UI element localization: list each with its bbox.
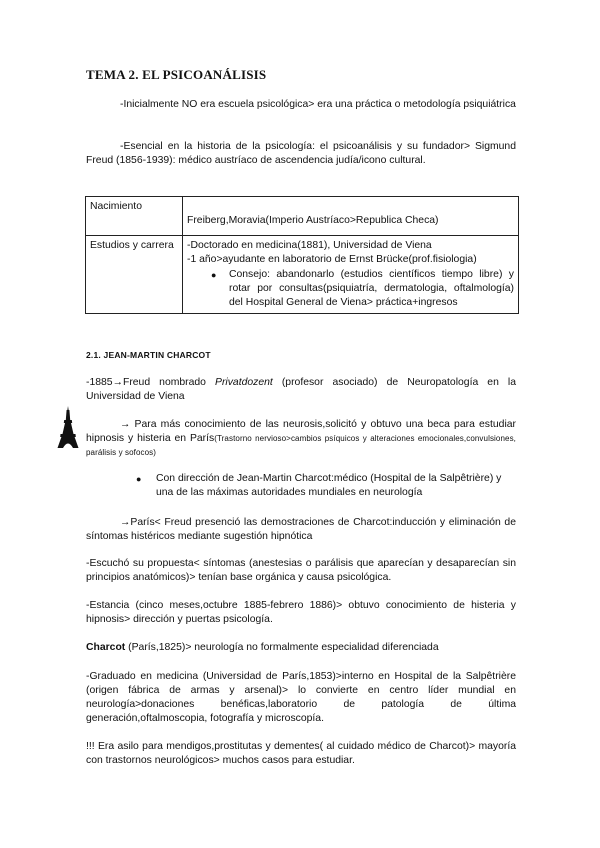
p1-text-post: (profesor asociado) de Neuropatología en la Universidad de Viena [86, 377, 516, 402]
page-title: TEMA 2. EL PSICOANÁLISIS [86, 67, 267, 82]
p1-text-pre: -1885→Freud nombrado [86, 377, 216, 388]
charcot-bullet-text: Con dirección de Jean-Martin Charcot:médico (Hospital de la Salpêtrière) y una de las máximas autoridades mundiales en neurología [156, 473, 502, 498]
paragraph-graduado: -Graduado en medicina (Universidad de París,1853)>interno en Hospital de la Salpêtrière (origen fábrica de armas y arsenal)> lo convierte en centro líder mundial en neurología>donaciones benéficas,laboratorio de patología de última generación,oftalmoscopia, fotografía y microscopía. [86, 671, 516, 724]
table-row [86, 197, 519, 236]
paragraph-charcot [86, 641, 516, 655]
table-value-birth: Freiberg,Moravia(Imperio Austríaco>Republica Checa) [183, 197, 519, 236]
studies-line-1: -Doctorado en medicina(1881), Universidad de Viena [187, 240, 432, 251]
table-key-studies: Estudios y carrera [86, 236, 183, 314]
studies-bullet-text: Consejo: abandonarlo (estudios científicos tiempo libre) y rotar por consultas(psiquiatría, dermatologia, oftalmología) del Hospital General de Viena> práctica+ingresos [229, 269, 514, 308]
eiffel-tower-icon [56, 406, 80, 448]
p2-main-text: → Para más conocimiento de las neurosis,solicitó y obtuvo una beca para estudiar hipnosis y histeria en París [86, 419, 516, 444]
charcot-bold: Charcot [86, 642, 126, 653]
p1-italic-term: Privatdozent [215, 377, 273, 388]
table-row [86, 236, 519, 314]
paragraph-paris: →París< Freud presenció las demostraciones de Charcot:inducción y eliminación de síntomas histéricos mediante sugestión hipnótica [86, 517, 516, 542]
p2-annotation: (Trastorno nervioso>cambios psíquicos y alteraciones emocionales,convulsiones, parálisis y sofocos) [86, 434, 516, 457]
table-value-studies [183, 236, 519, 314]
paragraph-1885 [86, 376, 516, 404]
table-key-birth: Nacimiento [86, 197, 183, 236]
paragraph-asilo: !!! Era asilo para mendigos,prostitutas y dementes( al cuidado médico de Charcot)> mayoría con trastornos neurológicos> muchos casos para estudiar. [86, 741, 516, 766]
section-heading: 2.1. JEAN-MARTIN CHARCOT [86, 350, 211, 360]
bullet-icon: ● [136, 474, 142, 484]
studies-line-2: -1 año>ayudante en laboratorio de Ernst Brücke(prof.fisiologia) [187, 254, 477, 265]
intro-paragraph-2: -Esencial en la historia de la psicología: el psicoanálisis y su fundador> Sigmund Freud (1856-1939): médico austríaco de ascendencia judía/icono cultural. [86, 141, 516, 166]
charcot-bullet [136, 472, 518, 500]
bullet-icon: ● [211, 270, 217, 280]
paragraph-propuesta: -Escuchó su propuesta< síntomas (anestesias o parálisis que aparecían y desaparecían sin principios anatómicos)> tenían base orgánica y causa psicológica. [86, 558, 516, 583]
studies-bullet [211, 268, 514, 310]
charcot-rest: (París,1825)> neurología no formalmente especialidad diferenciada [125, 642, 439, 653]
paragraph-beca [86, 418, 516, 460]
intro-paragraph-1: -Inicialmente NO era escuela psicológica> era una práctica o metodología psiquiátrica [120, 99, 516, 110]
paragraph-estancia: -Estancia (cinco meses,octubre 1885-febrero 1886)> obtuvo conocimiento de histeria y hipnosis> dirección y puertas psicología. [86, 600, 516, 625]
biography-table [85, 196, 519, 314]
